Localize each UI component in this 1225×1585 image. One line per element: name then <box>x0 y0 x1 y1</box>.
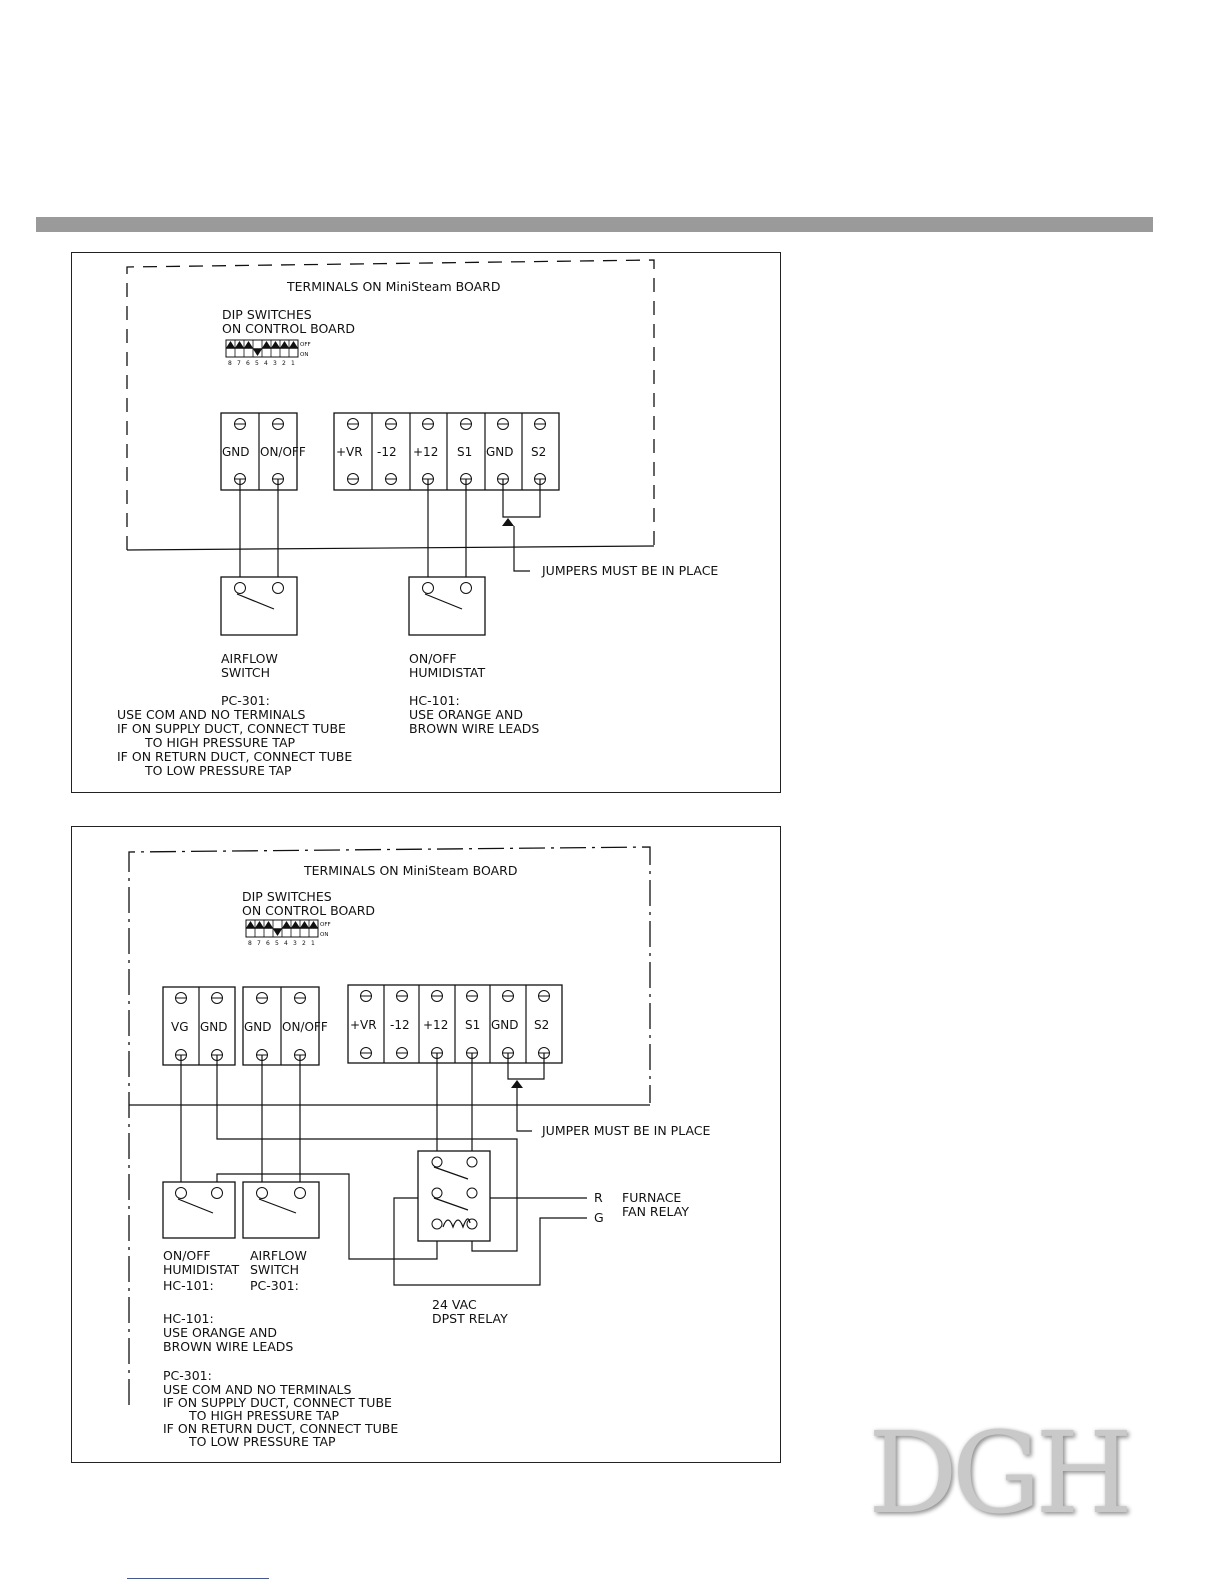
terminal-label-minus12: -12 <box>377 445 397 459</box>
dip-off-label: OFF <box>300 342 311 348</box>
dip-number: 2 <box>302 940 306 947</box>
humidistat-label: HC-101: <box>163 1278 214 1293</box>
jumper-note: JUMPERS MUST BE IN PLACE <box>542 563 719 578</box>
terminal-label-s2: S2 <box>534 1018 550 1032</box>
airflow-label-line2: SWITCH <box>221 665 271 680</box>
airflow-label: AIRFLOW <box>250 1248 307 1263</box>
jumper-arrow-icon <box>502 518 514 526</box>
dip-number: 8 <box>248 940 252 947</box>
airflow-switch-symbol <box>221 577 297 635</box>
terminal-label-vr: +VR <box>350 1018 377 1032</box>
board-outline-dashed <box>127 260 654 550</box>
dip-switch-bank <box>226 340 298 357</box>
diagram1-svg <box>72 253 782 794</box>
terminal-label-gnd: GND <box>222 445 250 459</box>
dip-switch-bank <box>246 920 318 937</box>
hc101-note: BROWN WIRE LEADS <box>409 721 540 736</box>
dip-number: 3 <box>293 940 297 947</box>
wiring-diagram-furnace-relay <box>71 826 781 1463</box>
dip-number: 6 <box>246 360 250 367</box>
airflow-switch-symbol <box>243 1182 319 1238</box>
pc301-note: IF ON SUPPLY DUCT, CONNECT TUBE <box>163 1395 392 1410</box>
terminal-label-s1: S1 <box>465 1018 481 1032</box>
dip-title-line1: DIP SWITCHES <box>242 889 332 904</box>
jumper-arrow-icon <box>511 1080 523 1088</box>
dip-number: 1 <box>291 360 295 367</box>
terminal-label-onoff: ON/OFF <box>260 445 306 459</box>
pc301-note: USE COM AND NO TERMINALS <box>117 707 306 722</box>
hc101-note: HC-101: <box>163 1311 214 1326</box>
dip-number: 1 <box>311 940 315 947</box>
terminal-block-main <box>348 985 562 1063</box>
terminal-label-s2: S2 <box>531 445 547 459</box>
board-title: TERMINALS ON MiniSteam BOARD <box>304 863 518 878</box>
pc301-note: TO HIGH PRESSURE TAP <box>189 1408 340 1423</box>
humidistat-switch-symbol <box>409 577 485 635</box>
pc301-note: USE COM AND NO TERMINALS <box>163 1382 352 1397</box>
header-divider-bar <box>36 217 1153 232</box>
terminal-label-s1: S1 <box>457 445 473 459</box>
terminal-label-gnd: GND <box>486 445 514 459</box>
jumper-leader-line <box>514 526 530 571</box>
pc301-note: TO LOW PRESSURE TAP <box>145 763 292 778</box>
hc101-note: BROWN WIRE LEADS <box>163 1339 294 1354</box>
dip-number: 7 <box>237 360 241 367</box>
terminal-label-gnd: GND <box>200 1020 228 1034</box>
dip-off-label: OFF <box>320 922 331 928</box>
pc301-note: PC-301: <box>221 693 270 708</box>
terminal-label-vg: VG <box>171 1020 189 1034</box>
dip-number: 3 <box>273 360 277 367</box>
airflow-label: PC-301: <box>250 1278 299 1293</box>
relay-terminal-r: R <box>594 1190 603 1205</box>
pc301-note: PC-301: <box>163 1368 212 1383</box>
relay-terminal-g: G <box>594 1210 604 1225</box>
dpst-relay-symbol <box>418 1151 490 1241</box>
dip-number: 5 <box>275 940 279 947</box>
airflow-label-line1: AIRFLOW <box>221 651 278 666</box>
furnace-label-line2: FAN RELAY <box>622 1204 689 1219</box>
dip-title-line2: ON CONTROL BOARD <box>222 321 356 336</box>
dip-number: 6 <box>266 940 270 947</box>
dip-title-line1: DIP SWITCHES <box>222 307 312 322</box>
dip-number: 8 <box>228 360 232 367</box>
board-outline-bottom <box>127 546 654 550</box>
pc301-note: IF ON RETURN DUCT, CONNECT TUBE <box>117 749 353 764</box>
humidistat-label: ON/OFF <box>163 1248 211 1263</box>
furnace-label-line1: FURNACE <box>622 1190 682 1205</box>
terminal-label-minus12: -12 <box>390 1018 410 1032</box>
dip-on-label: ON <box>320 932 329 938</box>
humidistat-label-line2: HUMIDISTAT <box>409 665 486 680</box>
hc101-note: USE ORANGE AND <box>409 707 523 722</box>
footer-link-underline[interactable] <box>127 1578 269 1579</box>
pc301-note: TO HIGH PRESSURE TAP <box>145 735 296 750</box>
terminal-label-gnd: GND <box>244 1020 272 1034</box>
dip-title-line2: ON CONTROL BOARD <box>242 903 376 918</box>
terminal-block-main <box>334 413 559 490</box>
terminal-label-vr: +VR <box>336 445 363 459</box>
hc101-note: USE ORANGE AND <box>163 1325 277 1340</box>
humidistat-switch-symbol <box>163 1182 235 1238</box>
pc301-note: IF ON RETURN DUCT, CONNECT TUBE <box>163 1421 399 1436</box>
terminal-label-onoff: ON/OFF <box>282 1020 328 1034</box>
dip-number: 7 <box>257 940 261 947</box>
dgh-logo-text: DGH <box>868 1409 1127 1539</box>
jumper-leader-line <box>517 1088 532 1131</box>
terminal-label-plus12: +12 <box>423 1018 449 1032</box>
humidistat-label: HUMIDISTAT <box>163 1262 240 1277</box>
terminal-label-gnd: GND <box>491 1018 519 1032</box>
dgh-logo <box>868 1409 1168 1539</box>
board-title: TERMINALS ON MiniSteam BOARD <box>287 279 501 294</box>
pc301-note: IF ON SUPPLY DUCT, CONNECT TUBE <box>117 721 346 736</box>
dip-on-label: ON <box>300 352 309 358</box>
relay-label-line2: DPST RELAY <box>432 1311 508 1326</box>
diagram2-svg <box>72 827 782 1464</box>
terminal-label-plus12: +12 <box>413 445 439 459</box>
humidistat-label-line1: ON/OFF <box>409 651 457 666</box>
dip-number: 4 <box>284 940 288 947</box>
airflow-label: SWITCH <box>250 1262 300 1277</box>
dip-number: 5 <box>255 360 259 367</box>
wiring-diagram-airflow-humidistat <box>71 252 781 793</box>
dip-number: 4 <box>264 360 268 367</box>
relay-label-line1: 24 VAC <box>432 1297 477 1312</box>
jumper-note: JUMPER MUST BE IN PLACE <box>542 1123 711 1138</box>
dip-number: 2 <box>282 360 286 367</box>
hc101-note: HC-101: <box>409 693 460 708</box>
pc301-note: TO LOW PRESSURE TAP <box>189 1434 336 1449</box>
